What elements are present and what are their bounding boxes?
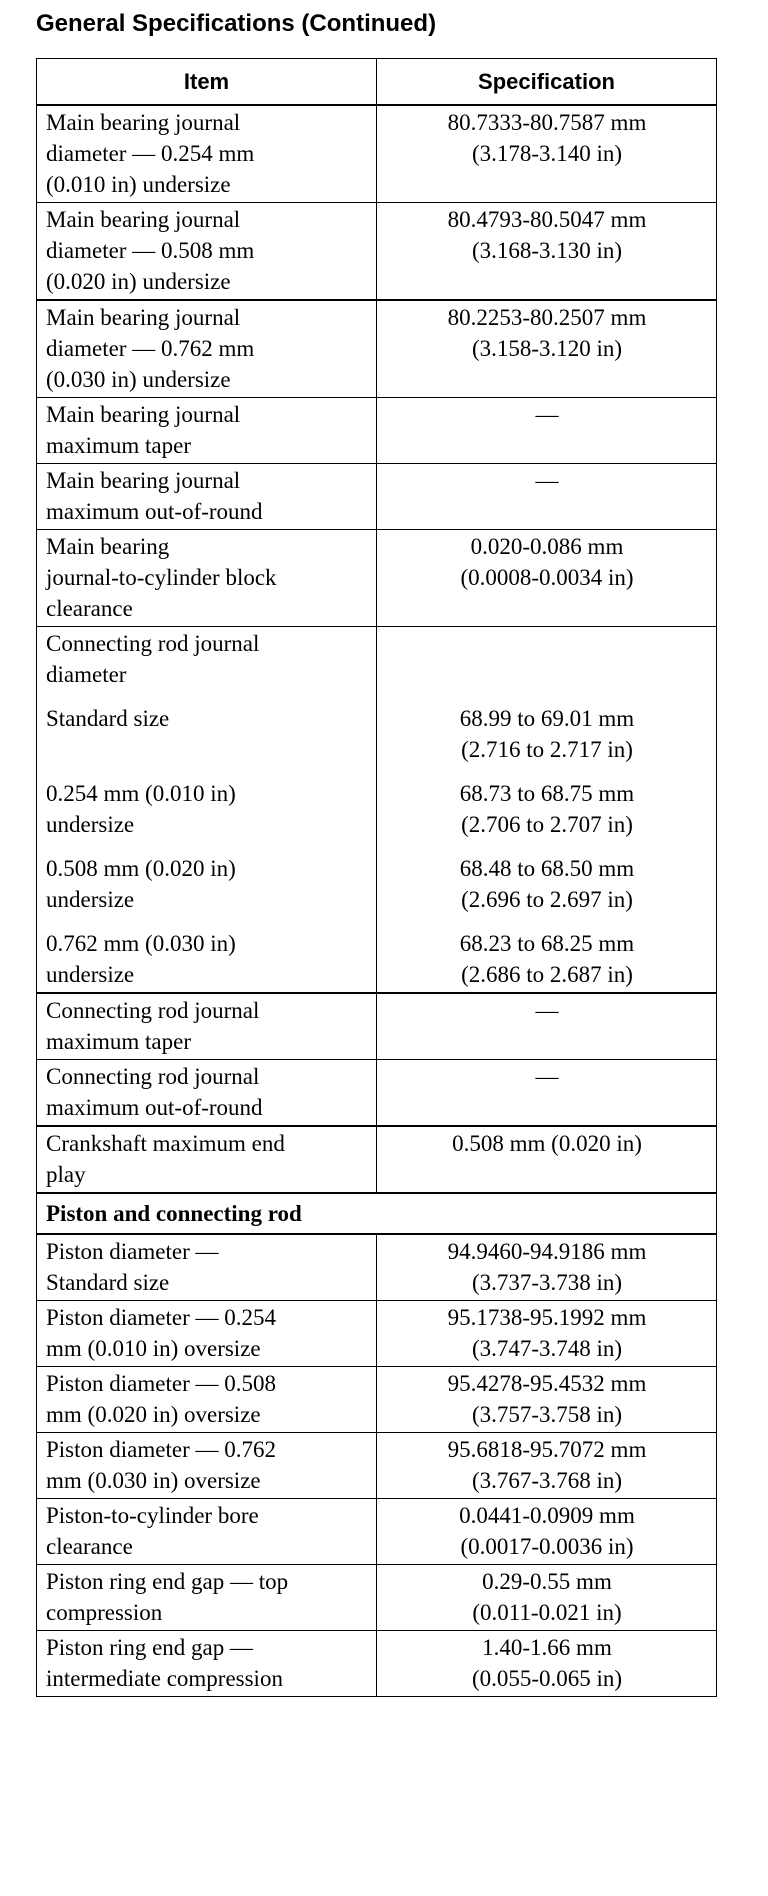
- specification-cell: [377, 530, 717, 627]
- item-text-line: maximum out-of-round: [46, 1095, 263, 1120]
- item-text-line: Piston ring end gap —: [46, 1635, 253, 1660]
- table-row: [37, 1367, 717, 1433]
- specification-cell: [377, 398, 717, 464]
- specification-text-line: (0.055-0.065 in): [471, 1666, 623, 1691]
- item-cell: [37, 203, 377, 301]
- specification-cell: [377, 1301, 717, 1367]
- specification-text-line: 68.23 to 68.25 mm: [459, 931, 635, 956]
- item-cell: [37, 105, 377, 203]
- table-row: [37, 1301, 717, 1367]
- table-row: [37, 1565, 717, 1631]
- item-cell: [37, 1234, 377, 1301]
- specification-text-line: —: [535, 402, 559, 427]
- specification-text-line: 68.99 to 69.01 mm: [459, 706, 635, 731]
- item-text-line: clearance: [46, 1534, 133, 1559]
- specification-text-line: [386, 659, 708, 690]
- table-header-row: [37, 59, 717, 106]
- item-text-line: Standard size: [46, 1270, 170, 1295]
- item-cell: [37, 398, 377, 464]
- item-text-line: journal-to-cylinder block: [46, 565, 277, 590]
- specification-text-line: (0.011-0.021 in): [472, 1600, 622, 1625]
- item-text-line: mm (0.020 in) oversize: [46, 1402, 261, 1427]
- sub-specification: [386, 703, 708, 765]
- item-text-line: 0.762 mm (0.030 in): [46, 931, 236, 956]
- table-row: [37, 627, 717, 994]
- specification-text-line: (0.0017-0.0036 in): [460, 1534, 634, 1559]
- specification-text-line: (3.757-3.758 in): [471, 1402, 623, 1427]
- specification-text-line: 0.020-0.086 mm: [470, 534, 624, 559]
- item-text-line: maximum out-of-round: [46, 499, 263, 524]
- specification-text-line: (3.158-3.120 in): [471, 336, 623, 361]
- item-text-line: diameter — 0.762 mm: [46, 336, 255, 361]
- item-text-line: Main bearing: [46, 534, 170, 559]
- specification-text-line: 94.9460-94.9186 mm: [447, 1239, 647, 1264]
- item-text-line: Connecting rod journal: [46, 631, 260, 656]
- specification-text-line: —: [535, 998, 559, 1023]
- table-row: [37, 1126, 717, 1193]
- specification-text-line: 80.2253-80.2507 mm: [447, 305, 647, 330]
- item-cell: [37, 1565, 377, 1631]
- item-cell: [37, 627, 377, 994]
- item-text-line: maximum taper: [46, 1029, 191, 1054]
- specification-text-line: 68.73 to 68.75 mm: [459, 781, 635, 806]
- item-text-line: diameter — 0.254 mm: [46, 141, 255, 166]
- item-cell: [37, 1301, 377, 1367]
- item-cell: [37, 1126, 377, 1193]
- specification-cell: [377, 464, 717, 530]
- item-column-header: Item: [37, 59, 377, 106]
- specification-text-line: (3.178-3.140 in): [471, 141, 623, 166]
- item-text-line: Piston diameter —: [46, 1239, 219, 1264]
- item-text-line: [46, 734, 368, 765]
- item-text-line: clearance: [46, 596, 133, 621]
- item-text-line: Main bearing journal: [46, 468, 241, 493]
- item-cell: [37, 464, 377, 530]
- item-cell: [37, 300, 377, 398]
- specification-cell: [377, 1234, 717, 1301]
- specification-cell: [377, 1631, 717, 1697]
- sub-specification: [386, 853, 708, 915]
- specifications-table: [36, 58, 717, 1697]
- table-row: [37, 203, 717, 301]
- item-text-line: compression: [46, 1600, 163, 1625]
- item-text-line: Main bearing journal: [46, 207, 241, 232]
- specification-cell: [377, 105, 717, 203]
- specification-text-line: 1.40-1.66 mm: [482, 1635, 612, 1660]
- specification-column-header: Specification: [377, 59, 717, 106]
- specification-cell: [377, 1060, 717, 1127]
- item-text-line: undersize: [46, 812, 135, 837]
- specification-text-line: [386, 628, 708, 659]
- item-text-line: mm (0.030 in) oversize: [46, 1468, 261, 1493]
- item-text-line: (0.030 in) undersize: [46, 367, 231, 392]
- specification-text-line: —: [535, 468, 559, 493]
- sub-item: [46, 778, 368, 840]
- item-cell: [37, 1631, 377, 1697]
- item-text-line: Piston-to-cylinder bore: [46, 1503, 259, 1528]
- specification-cell: [377, 1367, 717, 1433]
- item-text-line: 0.254 mm (0.010 in): [46, 781, 236, 806]
- specification-text-line: (2.716 to 2.717 in): [461, 737, 633, 762]
- item-text-line: Piston ring end gap — top: [46, 1569, 289, 1594]
- specification-text-line: 0.508 mm (0.020 in): [452, 1131, 642, 1156]
- item-text-line: maximum taper: [46, 433, 191, 458]
- item-text-line: (0.010 in) undersize: [46, 172, 231, 197]
- page-title: General Specifications (Continued): [36, 10, 437, 37]
- specification-text-line: —: [535, 1064, 559, 1089]
- specification-text-line: (3.168-3.130 in): [471, 238, 623, 263]
- specification-cell: [377, 1499, 717, 1565]
- specification-text-line: (3.767-3.768 in): [471, 1468, 623, 1493]
- table-row: [37, 105, 717, 203]
- item-text-line: undersize: [46, 962, 135, 987]
- specification-text-line: (3.747-3.748 in): [471, 1336, 623, 1361]
- sub-item: [46, 853, 368, 915]
- specification-text-line: (2.686 to 2.687 in): [461, 962, 633, 987]
- item-text-line: diameter: [46, 662, 127, 687]
- table-row: [37, 993, 717, 1060]
- item-text-line: play: [46, 1162, 86, 1187]
- table-row: [37, 1234, 717, 1301]
- specification-text-line: (3.737-3.738 in): [471, 1270, 623, 1295]
- specification-text-line: 80.7333-80.7587 mm: [447, 110, 647, 135]
- item-cell: [37, 530, 377, 627]
- item-cell: [37, 1060, 377, 1127]
- item-text-line: diameter — 0.508 mm: [46, 238, 255, 263]
- item-cell: [37, 993, 377, 1060]
- item-text-line: Connecting rod journal: [46, 998, 260, 1023]
- specification-text-line: 95.6818-95.7072 mm: [447, 1437, 647, 1462]
- specification-cell: [377, 627, 717, 994]
- specification-cell: [377, 1126, 717, 1193]
- specification-text-line: (0.0008-0.0034 in): [460, 565, 634, 590]
- specification-cell: [377, 1565, 717, 1631]
- table-row: [37, 300, 717, 398]
- specification-cell: [377, 1433, 717, 1499]
- section-heading: Piston and connecting rod: [37, 1193, 717, 1234]
- item-text-line: Main bearing journal: [46, 110, 241, 135]
- item-text-line: Crankshaft maximum end: [46, 1131, 285, 1156]
- specification-cell: [377, 993, 717, 1060]
- item-text-line: Main bearing journal: [46, 305, 241, 330]
- specification-text-line: 0.29-0.55 mm: [482, 1569, 612, 1594]
- item-text-line: 0.508 mm (0.020 in): [46, 856, 236, 881]
- table-row: [37, 1499, 717, 1565]
- sub-specification: [386, 778, 708, 840]
- specification-text-line: (2.706 to 2.707 in): [461, 812, 633, 837]
- specification-text-line: 95.4278-95.4532 mm: [447, 1371, 647, 1396]
- specification-cell: [377, 300, 717, 398]
- item-cell: [37, 1499, 377, 1565]
- table-row: [37, 1060, 717, 1127]
- item-cell: [37, 1433, 377, 1499]
- item-text-line: Standard size: [46, 706, 170, 731]
- item-text-line: mm (0.010 in) oversize: [46, 1336, 261, 1361]
- item-text-line: intermediate compression: [46, 1666, 283, 1691]
- sub-item: [46, 703, 368, 765]
- specification-text-line: 80.4793-80.5047 mm: [447, 207, 647, 232]
- specification-cell: [377, 203, 717, 301]
- specification-text-line: 95.1738-95.1992 mm: [447, 1305, 647, 1330]
- item-text-line: Piston diameter — 0.762: [46, 1437, 276, 1462]
- table-row: [37, 1433, 717, 1499]
- table-row: [37, 398, 717, 464]
- sub-specification: [386, 928, 708, 990]
- item-cell: [37, 1367, 377, 1433]
- item-text-line: (0.020 in) undersize: [46, 269, 231, 294]
- table-row: [37, 464, 717, 530]
- specification-text-line: 0.0441-0.0909 mm: [459, 1503, 635, 1528]
- table-row: [37, 1631, 717, 1697]
- specification-text-line: (2.696 to 2.697 in): [461, 887, 633, 912]
- item-text-line: Piston diameter — 0.508: [46, 1371, 276, 1396]
- table-row: [37, 530, 717, 627]
- item-text-line: undersize: [46, 887, 135, 912]
- item-text-line: Connecting rod journal: [46, 1064, 260, 1089]
- specification-text-line: 68.48 to 68.50 mm: [459, 856, 635, 881]
- item-text-line: Piston diameter — 0.254: [46, 1305, 276, 1330]
- item-text-line: Main bearing journal: [46, 402, 241, 427]
- section-row: [37, 1193, 717, 1234]
- sub-item: [46, 928, 368, 990]
